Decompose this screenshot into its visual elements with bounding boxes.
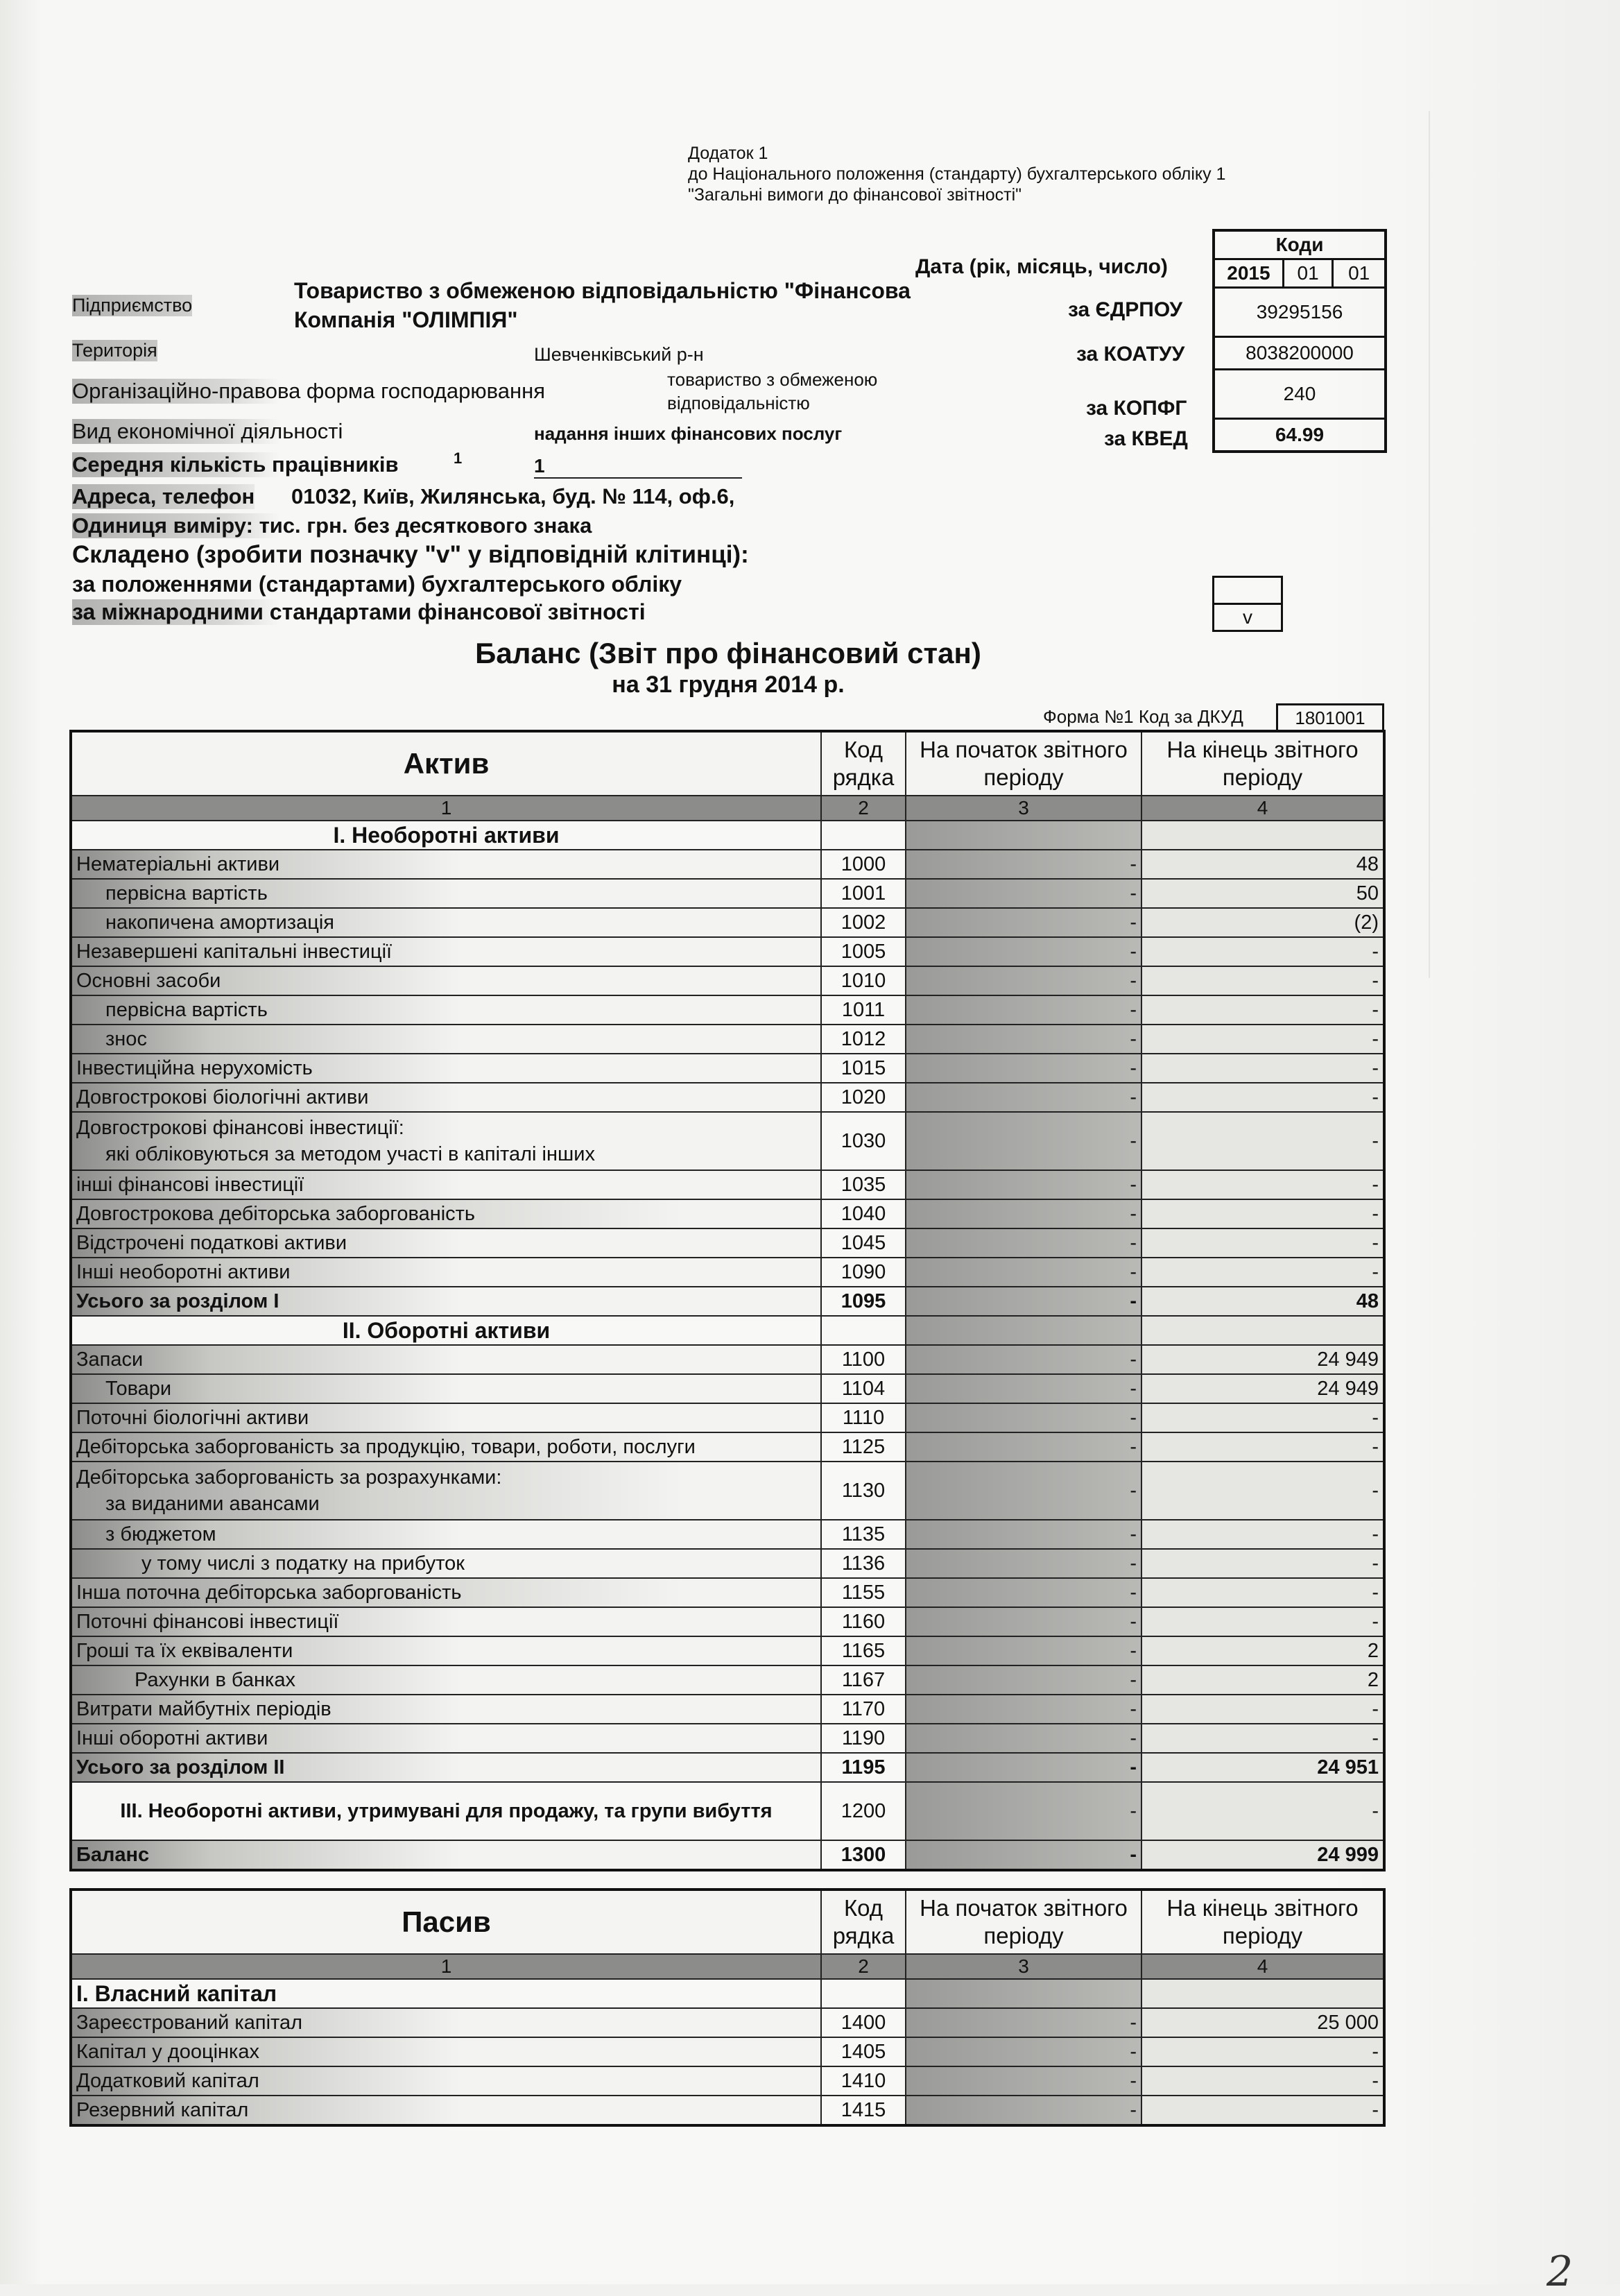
enterprise-label: Підприємство xyxy=(72,295,193,316)
table-row xyxy=(71,1025,1384,1054)
row-label: Резервний капітал xyxy=(71,2096,821,2125)
row-start-value: - xyxy=(906,1753,1141,1782)
row-end-value: 2 xyxy=(1141,1665,1384,1695)
row-label: II. Оборотні активи xyxy=(71,1316,821,1345)
row-start-value: - xyxy=(906,1782,1141,1840)
row-end-value: 48 xyxy=(1141,1287,1384,1316)
row-end-value xyxy=(1141,821,1384,850)
row-code: 1170 xyxy=(821,1695,906,1724)
row-label: Інша поточна дебіторська заборгованість xyxy=(71,1578,821,1607)
code-koatuu: 8038200000 xyxy=(1214,337,1386,370)
row-end-value: - xyxy=(1141,1199,1384,1228)
row-label xyxy=(71,1112,821,1170)
table-row xyxy=(71,1374,1384,1403)
row-label: Довгострокові біологічні активи xyxy=(71,1083,821,1112)
table-row xyxy=(71,1199,1384,1228)
date-label: Дата (рік, місяць, число) xyxy=(915,255,1168,278)
liabilities-col-title: Пасив xyxy=(71,1890,821,1954)
row-label: Усього за розділом I xyxy=(71,1287,821,1316)
row-end-value: - xyxy=(1141,1432,1384,1462)
row-label-line-2: за виданими авансами xyxy=(105,1493,320,1515)
row-start-value: - xyxy=(906,1228,1141,1258)
address-value: 01032, Київ, Жилянська, буд. № 114, оф.6, xyxy=(291,484,735,508)
activity-value: надання інших фінансових послуг xyxy=(534,423,843,444)
legal-form-line-2: відповідальністю xyxy=(667,393,810,413)
row-label: накопичена амортизація xyxy=(71,908,821,937)
table-row xyxy=(71,995,1384,1025)
page-number-mark: 2 xyxy=(1546,2247,1574,2296)
row-start-value: - xyxy=(906,1083,1141,1112)
row-code: 1136 xyxy=(821,1549,906,1578)
table-row xyxy=(71,1462,1384,1520)
table-row xyxy=(71,1840,1384,1870)
row-label: первісна вартість xyxy=(71,879,821,908)
row-code: 1020 xyxy=(821,1083,906,1112)
row-end-value: - xyxy=(1141,1083,1384,1112)
row-end-value: - xyxy=(1141,1112,1384,1170)
row-code: 1045 xyxy=(821,1228,906,1258)
row-start-value: - xyxy=(906,1112,1141,1170)
row-end-value: - xyxy=(1141,1228,1384,1258)
row-start-value: - xyxy=(906,1345,1141,1374)
table-row xyxy=(71,1054,1384,1083)
assets-col-start: На початок звітного періоду xyxy=(906,731,1141,796)
legal-form-line-1: товариство з обмеженою xyxy=(667,369,878,390)
row-start-value xyxy=(906,1979,1141,2008)
row-end-value: - xyxy=(1141,1724,1384,1753)
row-code: 1095 xyxy=(821,1287,906,1316)
codes-title: Коди xyxy=(1214,230,1386,259)
code-edrpou: 39295156 xyxy=(1214,288,1386,337)
assets-col-code: Код рядка xyxy=(821,731,906,796)
row-label: Поточні біологічні активи xyxy=(71,1403,821,1432)
edrpou-label: за ЄДРПОУ xyxy=(1068,298,1183,321)
row-code: 1165 xyxy=(821,1636,906,1665)
row-end-value: 48 xyxy=(1141,850,1384,879)
table-row xyxy=(71,908,1384,937)
row-start-value: - xyxy=(906,1287,1141,1316)
kopfg-label: за КОПФГ xyxy=(1086,397,1187,420)
report-date: на 31 грудня 2014 р. xyxy=(612,671,845,698)
table-row xyxy=(71,1695,1384,1724)
row-start-value: - xyxy=(906,1607,1141,1636)
legal-form-label: Організаційно-правова форма господарювання xyxy=(72,379,545,403)
appendix-line-3: "Загальні вимоги до фінансової звітності" xyxy=(688,185,1022,205)
enterprise-name-line-1: Товариство з обмеженою відповідальністю "Фінансова xyxy=(294,278,911,303)
row-code: 1415 xyxy=(821,2096,906,2125)
row-label: у тому числі з податку на прибуток xyxy=(71,1549,821,1578)
appendix-line-2: до Національного положення (стандарту) бухгалтерського обліку 1 xyxy=(688,164,1226,184)
row-code: 1405 xyxy=(821,2037,906,2066)
code-kopfg: 240 xyxy=(1214,370,1386,419)
row-code: 1010 xyxy=(821,966,906,995)
row-code: 1000 xyxy=(821,850,906,879)
row-label: Зареєстрований капітал xyxy=(71,2008,821,2037)
appendix-note xyxy=(688,143,1225,205)
row-label: Інші необоротні активи xyxy=(71,1258,821,1287)
row-start-value: - xyxy=(906,1025,1141,1054)
table-row xyxy=(71,2066,1384,2096)
row-end-value: - xyxy=(1141,1695,1384,1724)
row-label: Відстрочені податкові активи xyxy=(71,1228,821,1258)
row-code: 1110 xyxy=(821,1403,906,1432)
row-end-value xyxy=(1141,1316,1384,1345)
table-row xyxy=(71,1665,1384,1695)
table-row xyxy=(71,1345,1384,1374)
table-row xyxy=(71,1083,1384,1112)
row-code: 1100 xyxy=(821,1345,906,1374)
table-row xyxy=(71,1782,1384,1840)
address-label: Адреса, телефон xyxy=(72,484,255,508)
row-label: I. Необоротні активи xyxy=(71,821,821,850)
row-label: Поточні фінансові інвестиції xyxy=(71,1607,821,1636)
row-label: Капітал у дооцінках xyxy=(71,2037,821,2066)
row-end-value: - xyxy=(1141,2096,1384,2125)
table-row xyxy=(71,1979,1384,2008)
row-end-value: 24 951 xyxy=(1141,1753,1384,1782)
territory-label: Територія xyxy=(72,340,157,361)
row-start-value: - xyxy=(906,2037,1141,2066)
row-code: 1040 xyxy=(821,1199,906,1228)
row-end-value: - xyxy=(1141,1258,1384,1287)
row-label: Товари xyxy=(71,1374,821,1403)
row-code: 1011 xyxy=(821,995,906,1025)
row-end-value: - xyxy=(1141,966,1384,995)
row-code: 1125 xyxy=(821,1432,906,1462)
row-end-value: 25 000 xyxy=(1141,2008,1384,2037)
row-code: 1035 xyxy=(821,1170,906,1199)
liabilities-colnum-2: 2 xyxy=(821,1954,906,1979)
row-end-value: 2 xyxy=(1141,1636,1384,1665)
table-row xyxy=(71,966,1384,995)
table-row xyxy=(71,1432,1384,1462)
row-code: 1030 xyxy=(821,1112,906,1170)
row-label xyxy=(71,1462,821,1520)
row-start-value: - xyxy=(906,995,1141,1025)
row-label: Довгострокова дебіторська заборгованість xyxy=(71,1199,821,1228)
row-start-value: - xyxy=(906,1462,1141,1520)
legal-form-value xyxy=(667,368,877,415)
row-label: Незавершені капітальні інвестиції xyxy=(71,937,821,966)
table-row xyxy=(71,2008,1384,2037)
code-year: 2015 xyxy=(1214,259,1283,288)
row-start-value: - xyxy=(906,908,1141,937)
row-code xyxy=(821,821,906,850)
compiled-label: Складено (зробити позначку "v" у відповідній клітинці): xyxy=(72,541,749,568)
row-start-value: - xyxy=(906,1724,1141,1753)
row-code: 1195 xyxy=(821,1753,906,1782)
row-end-value: 24 999 xyxy=(1141,1840,1384,1870)
row-label: Запаси xyxy=(71,1345,821,1374)
row-label: Гроші та їх еквіваленти xyxy=(71,1636,821,1665)
liabilities-col-code: Код рядка xyxy=(821,1890,906,1954)
row-end-value: - xyxy=(1141,1054,1384,1083)
row-end-value: - xyxy=(1141,937,1384,966)
table-row xyxy=(71,1112,1384,1170)
row-end-value: - xyxy=(1141,1578,1384,1607)
enterprise-name-line-2: Компанія "ОЛІМПІЯ" xyxy=(294,307,518,332)
checkbox-international[interactable]: v xyxy=(1214,603,1281,630)
row-start-value: - xyxy=(906,1840,1141,1870)
row-code: 1410 xyxy=(821,2066,906,2096)
row-code xyxy=(821,1979,906,2008)
table-row xyxy=(71,1520,1384,1549)
row-start-value xyxy=(906,821,1141,850)
row-code: 1160 xyxy=(821,1607,906,1636)
row-start-value: - xyxy=(906,1374,1141,1403)
row-label: Основні засоби xyxy=(71,966,821,995)
row-end-value: - xyxy=(1141,1170,1384,1199)
codes-table xyxy=(1212,229,1387,453)
liabilities-col-end: На кінець звітного періоду xyxy=(1141,1890,1384,1954)
row-code: 1015 xyxy=(821,1054,906,1083)
assets-table xyxy=(69,730,1386,1871)
row-end-value: - xyxy=(1141,1520,1384,1549)
row-label-line-1: Дебіторська заборгованість за розрахунками: xyxy=(76,1466,502,1489)
table-row xyxy=(71,1636,1384,1665)
row-code: 1130 xyxy=(821,1462,906,1520)
table-row xyxy=(71,1170,1384,1199)
form-label: Форма №1 Код за ДКУД xyxy=(1043,706,1243,727)
table-row xyxy=(71,821,1384,850)
row-code: 1167 xyxy=(821,1665,906,1695)
table-row xyxy=(71,2096,1384,2125)
assets-colnum-2: 2 xyxy=(821,796,906,821)
row-label: Додатковий капітал xyxy=(71,2066,821,2096)
row-start-value: - xyxy=(906,2096,1141,2125)
row-end-value: - xyxy=(1141,1025,1384,1054)
assets-col-title: Актив xyxy=(71,731,821,796)
table-row xyxy=(71,1403,1384,1432)
row-start-value: - xyxy=(906,1665,1141,1695)
code-kved: 64.99 xyxy=(1214,419,1386,452)
row-label: Баланс xyxy=(71,1840,821,1870)
row-end-value: - xyxy=(1141,2066,1384,2096)
row-start-value: - xyxy=(906,1258,1141,1287)
row-code: 1002 xyxy=(821,908,906,937)
row-label: Інші оборотні активи xyxy=(71,1724,821,1753)
standards-checkbox-group xyxy=(1212,576,1283,632)
row-code: 1300 xyxy=(821,1840,906,1870)
row-label: Дебіторська заборгованість за продукцію, товари, роботи, послуги xyxy=(71,1432,821,1462)
row-start-value: - xyxy=(906,879,1141,908)
form-code: 1801001 xyxy=(1276,703,1384,733)
row-label: з бюджетом xyxy=(71,1520,821,1549)
row-start-value: - xyxy=(906,1170,1141,1199)
table-row xyxy=(71,1724,1384,1753)
row-end-value: - xyxy=(1141,1462,1384,1520)
table-row xyxy=(71,1578,1384,1607)
table-row xyxy=(71,1607,1384,1636)
row-start-value: - xyxy=(906,2008,1141,2037)
row-end-value: 24 949 xyxy=(1141,1345,1384,1374)
liabilities-col-start: На початок звітного періоду xyxy=(906,1890,1141,1954)
row-end-value: 24 949 xyxy=(1141,1374,1384,1403)
row-start-value: - xyxy=(906,937,1141,966)
table-row xyxy=(71,1316,1384,1345)
row-start-value: - xyxy=(906,850,1141,879)
row-start-value xyxy=(906,1316,1141,1345)
report-title: Баланс (Звіт про фінансовий стан) xyxy=(475,637,981,669)
row-label-line-2: які обліковуються за методом участі в капіталі інших xyxy=(105,1143,595,1165)
row-end-value: - xyxy=(1141,995,1384,1025)
row-end-value: - xyxy=(1141,2037,1384,2066)
territory-value: Шевченківський р-н xyxy=(534,344,704,365)
row-end-value: 50 xyxy=(1141,879,1384,908)
row-end-value: (2) xyxy=(1141,908,1384,937)
row-end-value xyxy=(1141,1979,1384,2008)
row-start-value: - xyxy=(906,1695,1141,1724)
table-row xyxy=(71,1228,1384,1258)
koatuu-label: за КОАТУУ xyxy=(1076,343,1185,366)
standards-international: за міжнародними стандартами фінансової звітності xyxy=(72,599,646,624)
table-row xyxy=(71,1258,1384,1287)
standards-national: за положеннями (стандартами) бухгалтерського обліку xyxy=(72,572,682,597)
row-label: Рахунки в банках xyxy=(71,1665,821,1695)
row-label: I. Власний капітал xyxy=(71,1979,821,2008)
table-row xyxy=(71,850,1384,879)
assets-colnum-1: 1 xyxy=(71,796,821,821)
row-code: 1005 xyxy=(821,937,906,966)
table-row xyxy=(71,1549,1384,1578)
row-code: 1190 xyxy=(821,1724,906,1753)
row-start-value: - xyxy=(906,1199,1141,1228)
row-code: 1104 xyxy=(821,1374,906,1403)
row-end-value: - xyxy=(1141,1549,1384,1578)
unit-label: Одиниця виміру: тис. грн. без десяткового знака xyxy=(72,513,592,538)
row-label: первісна вартість xyxy=(71,995,821,1025)
row-label: знос xyxy=(71,1025,821,1054)
code-month: 01 xyxy=(1283,259,1333,288)
row-end-value: - xyxy=(1141,1607,1384,1636)
assets-colnum-3: 3 xyxy=(906,796,1141,821)
checkbox-national[interactable] xyxy=(1214,578,1281,603)
table-row xyxy=(71,1287,1384,1316)
row-start-value: - xyxy=(906,1549,1141,1578)
row-end-value: - xyxy=(1141,1782,1384,1840)
row-code: 1001 xyxy=(821,879,906,908)
row-label-line-1: Довгострокові фінансові інвестиції: xyxy=(76,1117,404,1139)
liabilities-colnum-3: 3 xyxy=(906,1954,1141,1979)
row-label: Нематеріальні активи xyxy=(71,850,821,879)
row-start-value: - xyxy=(906,1432,1141,1462)
row-code: 1155 xyxy=(821,1578,906,1607)
row-code: 1200 xyxy=(821,1782,906,1840)
liabilities-table xyxy=(69,1888,1386,2127)
row-start-value: - xyxy=(906,1636,1141,1665)
row-start-value: - xyxy=(906,966,1141,995)
kved-label: за КВЕД xyxy=(1104,427,1188,450)
row-code: 1135 xyxy=(821,1520,906,1549)
row-code: 1012 xyxy=(821,1025,906,1054)
row-label: інші фінансові інвестиції xyxy=(71,1170,821,1199)
appendix-line-1: Додаток 1 xyxy=(688,144,768,163)
row-start-value: - xyxy=(906,1578,1141,1607)
row-label: Витрати майбутніх періодів xyxy=(71,1695,821,1724)
row-start-value: - xyxy=(906,2066,1141,2096)
liabilities-colnum-1: 1 xyxy=(71,1954,821,1979)
row-start-value: - xyxy=(906,1054,1141,1083)
row-label: III. Необоротні активи, утримувані для продажу, та групи вибуття xyxy=(71,1782,821,1840)
row-code: 1400 xyxy=(821,2008,906,2037)
employees-value: 1 xyxy=(534,455,742,479)
row-label: Інвестиційна нерухомість xyxy=(71,1054,821,1083)
enterprise-name xyxy=(294,276,911,334)
row-label: Усього за розділом II xyxy=(71,1753,821,1782)
table-row xyxy=(71,1753,1384,1782)
table-row xyxy=(71,879,1384,908)
assets-colnum-4: 4 xyxy=(1141,796,1384,821)
row-start-value: - xyxy=(906,1520,1141,1549)
row-code: 1090 xyxy=(821,1258,906,1287)
employees-label: Середня кількість працівників xyxy=(72,452,399,477)
employees-note: 1 xyxy=(454,449,463,467)
table-row xyxy=(71,937,1384,966)
bleed-through-shadow xyxy=(1429,111,1492,978)
row-end-value: - xyxy=(1141,1403,1384,1432)
liabilities-colnum-4: 4 xyxy=(1141,1954,1384,1979)
row-start-value: - xyxy=(906,1403,1141,1432)
table-row xyxy=(71,2037,1384,2066)
code-day: 01 xyxy=(1333,259,1386,288)
row-code xyxy=(821,1316,906,1345)
activity-label: Вид економічної діяльності xyxy=(72,419,343,443)
assets-col-end: На кінець звітного періоду xyxy=(1141,731,1384,796)
